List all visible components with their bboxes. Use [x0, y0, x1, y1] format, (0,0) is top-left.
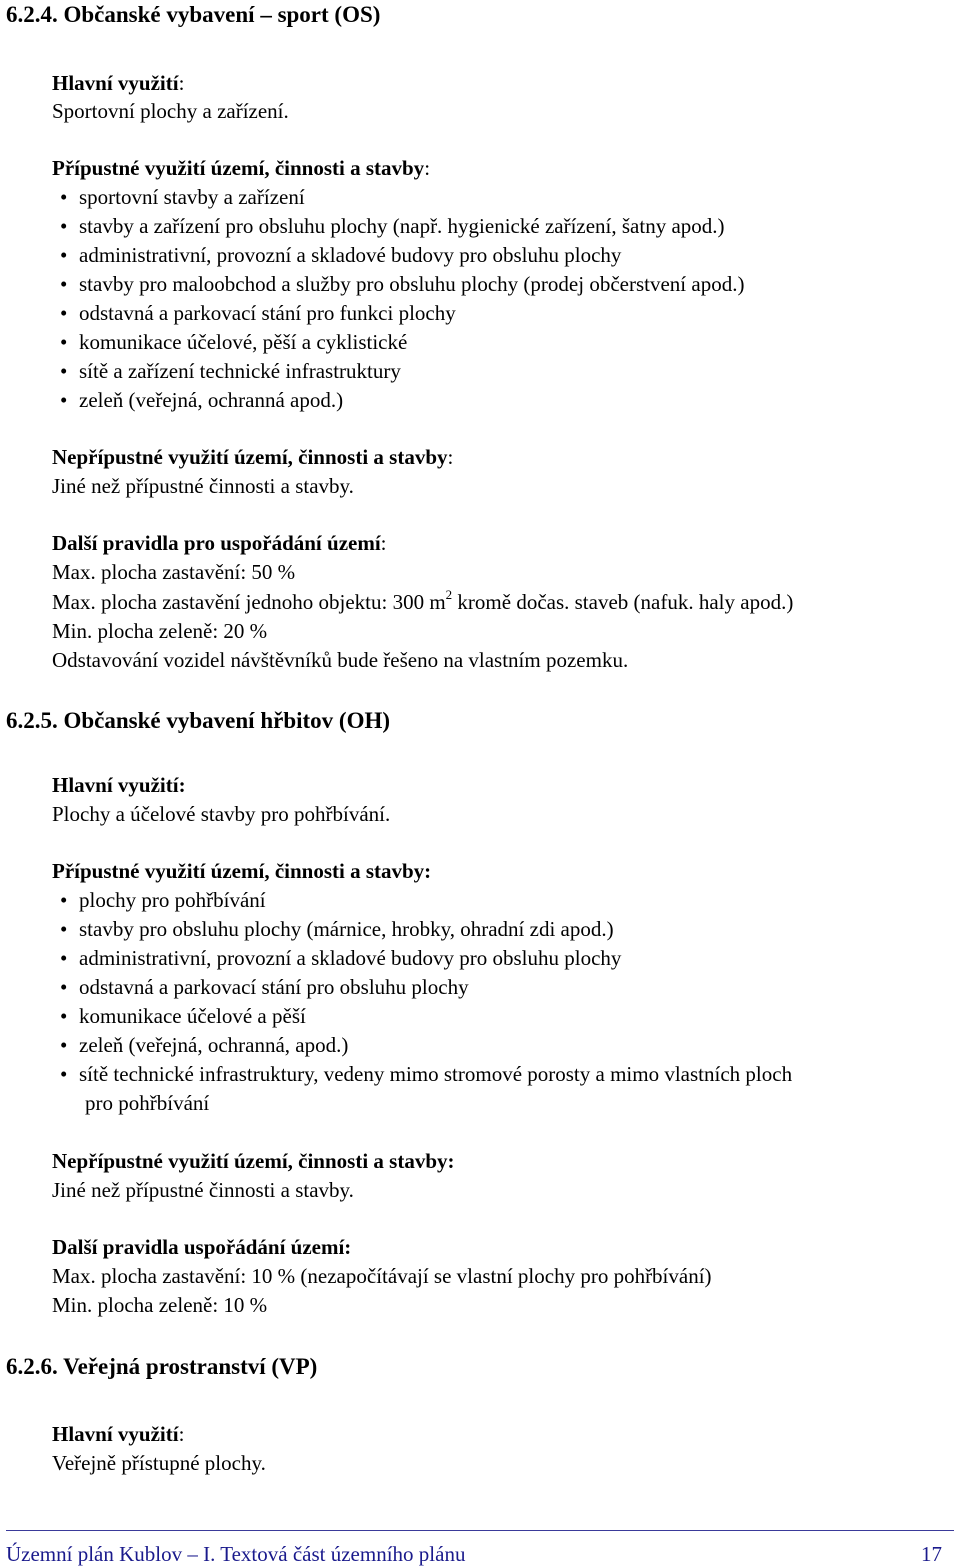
main-use-text: Veřejně přístupné plochy. — [52, 1451, 266, 1475]
rules-label: Další pravidla pro uspořádání území: — [52, 531, 387, 555]
section-title-os: 6.2.4. Občanské vybavení – sport (OS) — [6, 2, 381, 27]
main-use-label: Hlavní využití: — [52, 71, 185, 95]
permitted-use-label: Přípustné využití území, činnosti a stavby: — [52, 156, 431, 180]
main-use-label: Hlavní využití: — [52, 773, 186, 797]
section-title-oh: 6.2.5. Občanské vybavení hřbitov (OH) — [6, 708, 391, 733]
rules-label: Další pravidla uspořádání území: — [52, 1235, 352, 1259]
nonpermitted-use-text: Jiné než přípustné činnosti a stavby. — [52, 1178, 354, 1202]
rule-line: Min. plocha zeleně: 20 % — [52, 619, 268, 643]
nonpermitted-use-label: Nepřípustné využití území, činnosti a stavby: — [52, 445, 454, 469]
rule-line: Odstavování vozidel návštěvníků bude řešeno na vlastním pozemku. — [52, 648, 629, 672]
rule-line: Min. plocha zeleně: 10 % — [52, 1293, 268, 1317]
nonpermitted-use-label: Nepřípustné využití území, činnosti a stavby: — [52, 1149, 455, 1173]
list-item-continuation: pro pohřbívání — [85, 1091, 210, 1115]
rule-line: Max. plocha zastavění jednoho objektu: 300 $m^2$ kromě dočas. staveb (nafuk. haly apod.) — [52, 587, 794, 614]
section-title-vp: 6.2.6. Veřejná prostranství (VP) — [6, 1354, 318, 1379]
main-use-text: Sportovní plochy a zařízení. — [52, 99, 289, 123]
rule-line: Max. plocha zastavění: 50 % — [52, 560, 296, 584]
footer-title: Územní plán Kublov – I. Textová část územního plánu — [6, 1542, 466, 1566]
page-footer — [6, 1530, 954, 1566]
rule-line: Max. plocha zastavění: 10 % (nezapočítávají se vlastní plochy pro pohřbívání) — [52, 1264, 712, 1288]
nonpermitted-use-text: Jiné než přípustné činnosti a stavby. — [52, 474, 354, 498]
page-number: 17 — [921, 1542, 942, 1566]
permitted-use-label: Přípustné využití území, činnosti a stavby: — [52, 859, 432, 883]
main-use-label: Hlavní využití: — [52, 1422, 185, 1446]
main-use-text: Plochy a účelové stavby pro pohřbívání. — [52, 802, 391, 826]
